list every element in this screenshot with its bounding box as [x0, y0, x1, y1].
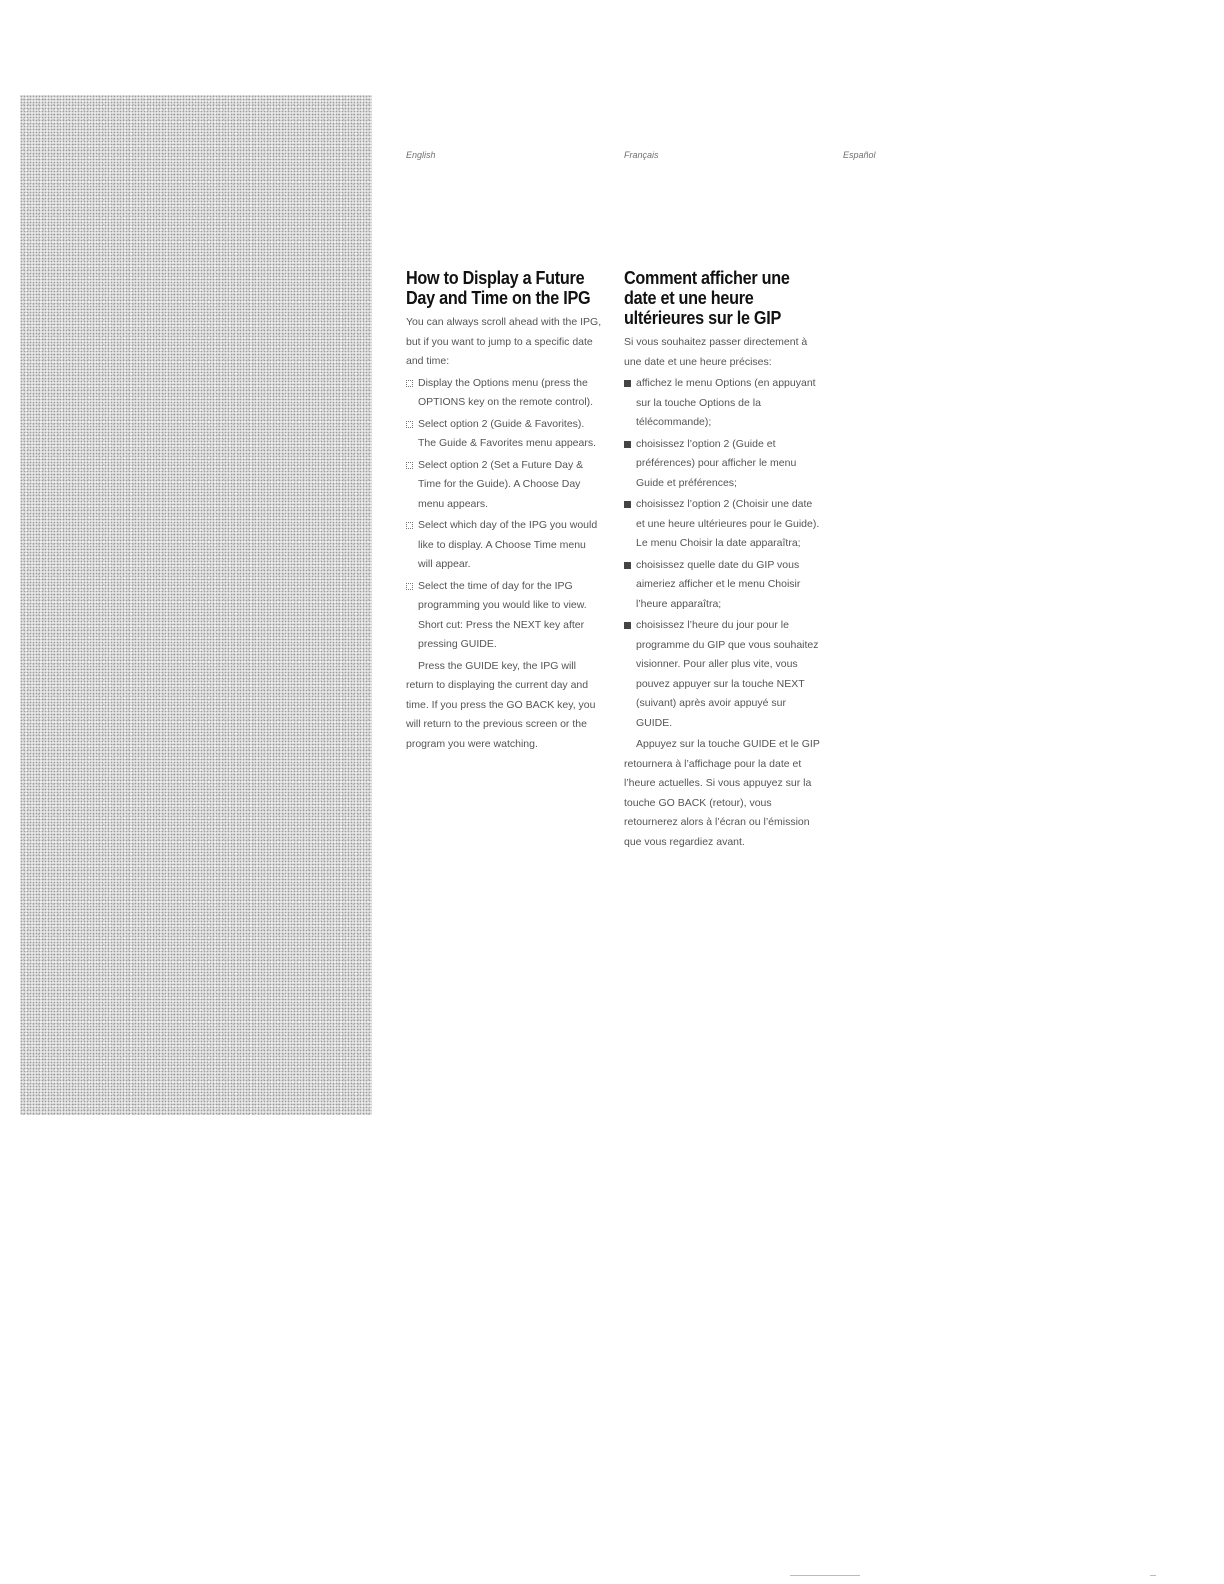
step-bullet-icon	[406, 522, 413, 529]
english-step: Display the Options menu (press the OPTIONS key on the remote control).	[406, 374, 602, 413]
footer-mark	[790, 1575, 860, 1576]
english-outro: Press the GUIDE key, the IPG will return to displaying the current day and time. If you press the GO BACK key, you will return to the previous screen or the program you were watching.	[406, 659, 596, 750]
english-intro: You can always scroll ahead with the IPG, but if you want to jump to a specific date and time:	[406, 316, 602, 367]
language-label-english: English	[406, 150, 436, 160]
step-bullet-icon	[624, 501, 631, 508]
step-bullet-icon	[406, 421, 413, 428]
step-bullet-icon	[406, 380, 413, 387]
language-label-french: Français	[624, 150, 659, 160]
footer-mark	[1150, 1575, 1156, 1576]
french-column	[624, 268, 820, 852]
english-heading: How to Display a Future Day and Time on the IPG	[406, 268, 591, 308]
step-bullet-icon	[406, 462, 413, 469]
french-heading: Comment afficher une date et une heure ultérieures sur le GIP	[624, 268, 790, 328]
french-intro: Si vous souhaitez passer directement à une date et une heure précises:	[624, 336, 808, 368]
french-step: affichez le menu Options (en appuyant sur la touche Options de la télécommande);	[624, 374, 820, 433]
french-step: choisissez l’option 2 (Choisir une date et une heure ultérieures pour le Guide). Le menu Choisir la date apparaîtra;	[624, 495, 820, 554]
english-step: Select option 2 (Guide & Favorites). The Guide & Favorites menu appears.	[406, 415, 602, 454]
english-steps	[406, 374, 602, 655]
french-step: choisissez quelle date du GIP vous aimeriez afficher et le menu Choisir l’heure apparaîtra;	[624, 556, 820, 615]
french-step: choisissez l’option 2 (Guide et préférences) pour afficher le menu Guide et préférences;	[624, 435, 820, 494]
language-label-spanish: Español	[843, 150, 876, 160]
french-step: choisissez l’heure du jour pour le programme du GIP que vous souhaitez visionner. Pour aller plus vite, vous pouvez appuyer sur la touche NEXT (suivant) après avoir appuyé sur GUIDE.	[624, 616, 820, 733]
french-outro: Appuyez sur la touche GUIDE et le GIP retournera à l’affichage pour la date et l’heure actuelles. Si vous appuyez sur la touche GO BACK (retour), vous retournerez alors à l’écran ou l’émission que vous regardiez avant.	[624, 738, 820, 848]
english-step: Select option 2 (Set a Future Day & Time for the Guide). A Choose Day menu appears.	[406, 456, 602, 515]
halftone-photo-panel	[20, 95, 372, 1115]
english-step: Select the time of day for the IPG programming you would like to view. Short cut: Press the NEXT key after pressing GUIDE.	[406, 577, 602, 655]
english-step: Select which day of the IPG you would like to display. A Choose Time menu will appear.	[406, 516, 602, 575]
step-bullet-icon	[624, 562, 631, 569]
french-steps	[624, 374, 820, 733]
step-bullet-icon	[624, 441, 631, 448]
step-bullet-icon	[624, 622, 631, 629]
step-bullet-icon	[406, 583, 413, 590]
step-bullet-icon	[624, 380, 631, 387]
english-column	[406, 268, 602, 754]
